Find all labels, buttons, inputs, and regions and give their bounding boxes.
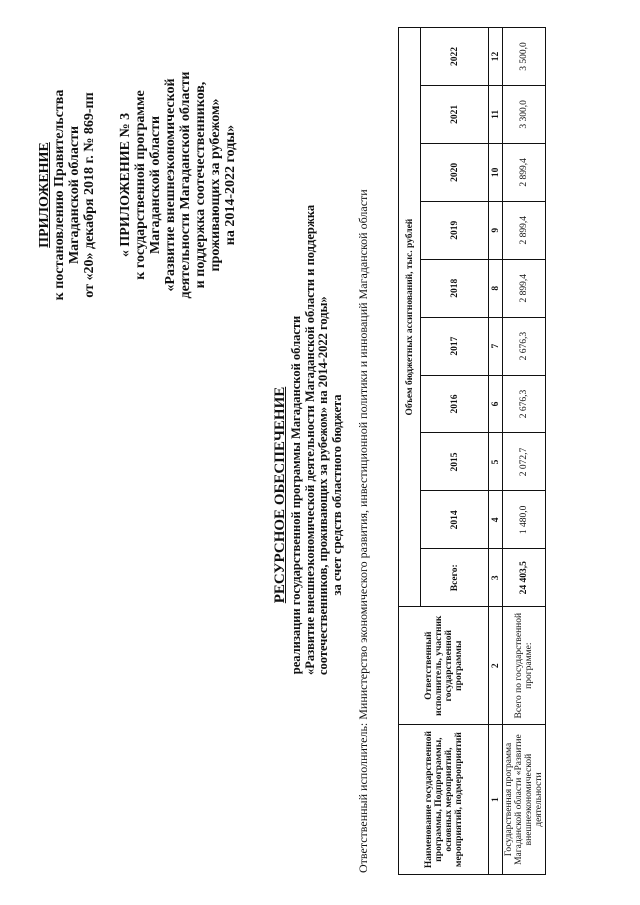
col-num: 1 xyxy=(489,725,503,875)
document-title: РЕСУРСНОЕ ОБЕСПЕЧЕНИЕ xyxy=(272,386,288,604)
document-subtitle-line: «Развитие внешнеэкономической деятельности Магаданской области и поддержка xyxy=(302,204,317,675)
header-year: 2016 xyxy=(421,375,489,433)
col-num: 10 xyxy=(489,143,503,201)
row-value: 2 072,7 xyxy=(503,433,546,491)
header-year: 2018 xyxy=(421,259,489,317)
appendix3-line: к государственной программе xyxy=(133,90,148,280)
document-subtitle-line: реализации государственной программы Магаданской области xyxy=(289,315,303,675)
row-responsible: Всего по государственной программе: xyxy=(503,607,546,725)
appendix3-title: « ПРИЛОЖЕНИЕ № 3 xyxy=(118,112,133,258)
header-total: Всего: xyxy=(421,549,489,607)
header-year: 2019 xyxy=(421,201,489,259)
appendix-line-2: Магаданской области xyxy=(67,125,82,265)
col-num: 6 xyxy=(489,375,503,433)
table-row xyxy=(503,28,546,875)
header-name: Наименование государственной программы, Подпрограммы, основных мероприятий, мероприятий, подмероприятий xyxy=(399,725,489,875)
header-year: 2020 xyxy=(421,143,489,201)
responsible-executor: Ответственный исполнитель: Министерство экономического развития, инвестиционной политики и инноваций Магаданской области xyxy=(356,189,370,873)
col-num: 8 xyxy=(489,259,503,317)
col-num: 4 xyxy=(489,491,503,549)
resource-table xyxy=(398,27,546,875)
appendix-header xyxy=(37,75,97,315)
appendix3-line: проживающих за рубежом» xyxy=(208,98,223,272)
row-value: 2 676,3 xyxy=(503,317,546,375)
document-title-block xyxy=(270,204,344,675)
header-volume: Объем бюджетных ассигнований, тыс. рублей xyxy=(399,28,421,607)
appendix3-line: и поддержка соотечественников, xyxy=(193,81,208,289)
row-value: 1 480,0 xyxy=(503,491,546,549)
appendix-title: ПРИЛОЖЕНИЕ xyxy=(37,142,52,248)
col-num: 11 xyxy=(489,85,503,143)
header-year: 2015 xyxy=(421,433,489,491)
col-num: 9 xyxy=(489,201,503,259)
appendix3-line: на 2014-2022 годы» xyxy=(223,124,238,246)
header-year: 2017 xyxy=(421,317,489,375)
header-year: 2021 xyxy=(421,85,489,143)
row-total: 24 403,5 xyxy=(503,549,546,607)
row-value: 2 676,3 xyxy=(503,375,546,433)
row-value: 2 899,4 xyxy=(503,143,546,201)
appendix3-header xyxy=(118,50,238,320)
appendix3-line: «Развитие внешнеэкономической xyxy=(163,78,178,292)
col-num: 2 xyxy=(489,607,503,725)
header-year: 2022 xyxy=(421,28,489,86)
col-num: 5 xyxy=(489,433,503,491)
header-year: 2014 xyxy=(421,491,489,549)
header-responsible: Ответственный исполнитель, участник государственной программы xyxy=(399,607,489,725)
col-num: 3 xyxy=(489,549,503,607)
row-value: 2 899,4 xyxy=(503,201,546,259)
appendix3-line: Магаданской области xyxy=(148,115,163,255)
row-value: 2 899,4 xyxy=(503,259,546,317)
row-name: Государственная программа Магаданской области «Развитие внешнеэкономической деятельности xyxy=(503,725,546,875)
document-subtitle-line: соотечественников, проживающих за рубежом» на 2014-2022 годы» xyxy=(316,296,330,675)
appendix-line-1: к постановлению Правительства xyxy=(52,89,67,301)
appendix3-line: деятельности Магаданской области xyxy=(178,71,193,299)
col-num: 12 xyxy=(489,28,503,86)
row-value: 3 500,0 xyxy=(503,28,546,86)
appendix-line-3: от «20» декабря 2018 г. № 869-пп xyxy=(82,92,97,298)
document-subtitle-line: за счет средств областного бюджета xyxy=(329,394,344,596)
row-value: 3 300,0 xyxy=(503,85,546,143)
col-num: 7 xyxy=(489,317,503,375)
